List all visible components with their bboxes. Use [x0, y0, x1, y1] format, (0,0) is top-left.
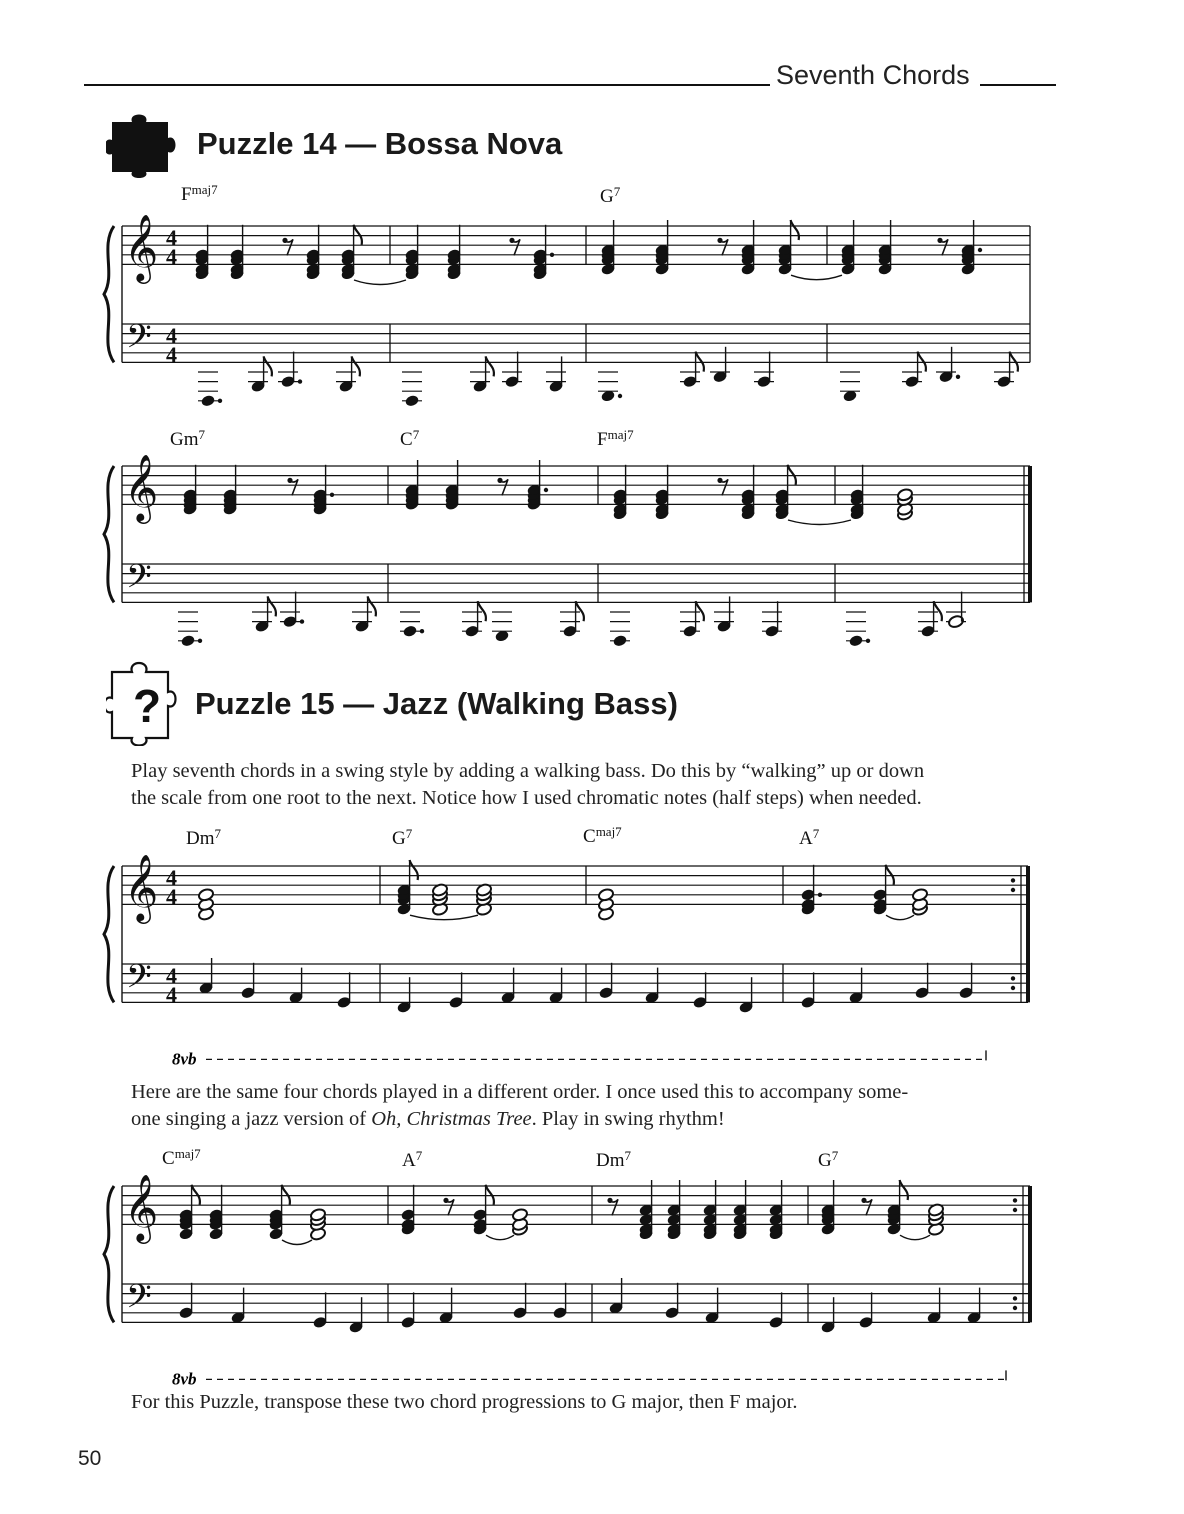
tie	[354, 280, 406, 285]
augmentation-dot	[300, 619, 304, 623]
note-flag	[788, 465, 796, 485]
augmentation-dot	[1011, 888, 1015, 892]
text-line: Play seventh chords in a swing style by adding a walking bass. Do this by “walking” up or down	[131, 760, 925, 782]
chord-symbol: $G^7$	[600, 184, 621, 207]
tie	[791, 275, 842, 280]
eighth-rest	[720, 239, 728, 255]
ottava-marking: 8vb	[172, 1369, 197, 1389]
chord-symbol: $A^7$	[402, 1148, 423, 1171]
augmentation-dot	[978, 248, 982, 252]
chord-symbol: $G^7$	[818, 1148, 839, 1171]
eighth-rest	[512, 239, 520, 255]
augmentation-dot	[866, 639, 870, 643]
eighth-rest	[864, 1199, 872, 1215]
chord-symbol: $A^7$	[799, 826, 820, 849]
chord-symbol: Dm$^7$	[186, 826, 221, 849]
tie	[886, 915, 914, 920]
grand-staff-system	[0, 200, 1184, 420]
time-signature: 4	[166, 865, 177, 890]
header-rule	[84, 84, 770, 86]
chord-symbol: $C^{maj7}$	[162, 1146, 201, 1169]
puzzle14-title: Puzzle 14 — Bossa Nova	[197, 126, 563, 161]
eighth-rest	[940, 239, 948, 255]
note-flag	[696, 601, 704, 621]
grand-staff-system	[0, 1160, 1184, 1389]
grand-staff-system	[0, 840, 1184, 1069]
note-flag	[352, 356, 360, 376]
note-flag	[934, 601, 942, 621]
augmentation-dot	[198, 639, 202, 643]
augmentation-dot	[330, 493, 334, 497]
text-line: one singing a jazz version of Oh, Christmas Tree. Play in swing rhythm!	[131, 1108, 725, 1130]
treble-clef: 𝄞	[124, 853, 159, 921]
augmentation-dot	[218, 399, 222, 403]
note-flag	[264, 356, 272, 376]
note-flag	[886, 865, 894, 885]
note-flag	[368, 596, 376, 616]
time-signature: 4	[166, 982, 177, 1007]
brace	[104, 466, 114, 602]
note-head	[612, 634, 627, 647]
augmentation-dot	[1011, 986, 1015, 990]
tie	[788, 520, 851, 525]
brace	[104, 1186, 114, 1322]
treble-clef: 𝄞	[124, 213, 159, 281]
tie	[900, 1235, 930, 1240]
time-signature: 4	[166, 244, 177, 269]
augmentation-dot	[1013, 1208, 1017, 1212]
text-line: Here are the same four chords played in a different order. I once used this to accompany some-	[131, 1081, 909, 1103]
time-signature: 4	[166, 884, 177, 909]
tie	[486, 1235, 514, 1240]
puzzle-piece-solid-icon	[106, 114, 182, 178]
bass-clef: 𝄢	[126, 318, 152, 364]
augmentation-dot	[1013, 1198, 1017, 1202]
time-signature: 4	[166, 963, 177, 988]
augmentation-dot	[1013, 1306, 1017, 1310]
note-flag	[1010, 352, 1018, 372]
note-head	[402, 625, 417, 638]
note-flag	[576, 601, 584, 621]
brace	[104, 866, 114, 1002]
note-flag	[900, 1180, 908, 1200]
eighth-rest	[290, 479, 298, 495]
note-flag	[354, 225, 362, 245]
page-number: 50	[78, 1447, 102, 1470]
augmentation-dot	[420, 629, 424, 633]
brace	[104, 226, 114, 362]
bass-clef: 𝄢	[126, 558, 152, 604]
augmentation-dot	[818, 893, 822, 897]
time-signature: 4	[166, 323, 177, 348]
paragraph	[131, 1079, 908, 1133]
eighth-rest	[285, 239, 293, 255]
note-flag	[918, 352, 926, 372]
note-flag	[696, 352, 704, 372]
augmentation-dot	[1013, 1296, 1017, 1300]
ottava-marking: 8vb	[172, 1049, 197, 1069]
puzzle15-title: Puzzle 15 — Jazz (Walking Bass)	[195, 686, 678, 721]
text-line: the scale from one root to the next. Notice how I used chromatic notes (half steps) when needed.	[131, 787, 922, 809]
note-flag	[486, 1185, 494, 1205]
note-flag	[486, 356, 494, 376]
footer-instruction: For this Puzzle, transpose these two chord progressions to G major, then F major.	[131, 1391, 798, 1413]
chord-symbol: $F^{maj7}$	[597, 427, 634, 450]
header-rule-right	[980, 84, 1056, 86]
augmentation-dot	[1011, 878, 1015, 882]
chord-symbol: $C^7$	[400, 427, 420, 450]
note-flag	[791, 220, 799, 240]
eighth-rest	[446, 1199, 454, 1215]
treble-clef: 𝄞	[124, 453, 159, 521]
chord-symbol: $G^7$	[392, 826, 413, 849]
note-head	[848, 634, 863, 647]
grand-staff-system	[0, 440, 1184, 660]
bass-clef: 𝄢	[126, 958, 152, 1004]
chord-symbol: Gm$^7$	[170, 427, 205, 450]
puzzle-piece-question-icon	[106, 658, 182, 746]
augmentation-dot	[618, 394, 622, 398]
bass-clef: 𝄢	[126, 1278, 152, 1324]
note-head	[180, 634, 195, 647]
svg-text:?: ?	[133, 680, 162, 732]
tie	[282, 1240, 312, 1245]
note-head	[404, 394, 419, 407]
section-title: Seventh Chords	[776, 60, 970, 90]
note-flag	[192, 1185, 200, 1205]
augmentation-dot	[1011, 976, 1015, 980]
tie	[410, 915, 478, 920]
eighth-rest	[500, 479, 508, 495]
augmentation-dot	[544, 488, 548, 492]
augmentation-dot	[956, 375, 960, 379]
note-head	[200, 394, 215, 407]
eighth-rest	[610, 1199, 618, 1215]
eighth-rest	[720, 479, 728, 495]
note-flag	[478, 601, 486, 621]
augmentation-dot	[550, 253, 554, 257]
augmentation-dot	[298, 379, 302, 383]
time-signature: 4	[166, 342, 177, 367]
note-flag	[410, 860, 418, 880]
treble-clef: 𝄞	[124, 1173, 159, 1241]
paragraph	[131, 758, 924, 812]
note-flag	[268, 596, 276, 616]
chord-symbol: $F^{maj7}$	[181, 182, 218, 205]
chord-symbol: $C^{maj7}$	[583, 824, 622, 847]
chord-symbol: Dm$^7$	[596, 1148, 631, 1171]
time-signature: 4	[166, 225, 177, 250]
note-flag	[282, 1185, 290, 1205]
